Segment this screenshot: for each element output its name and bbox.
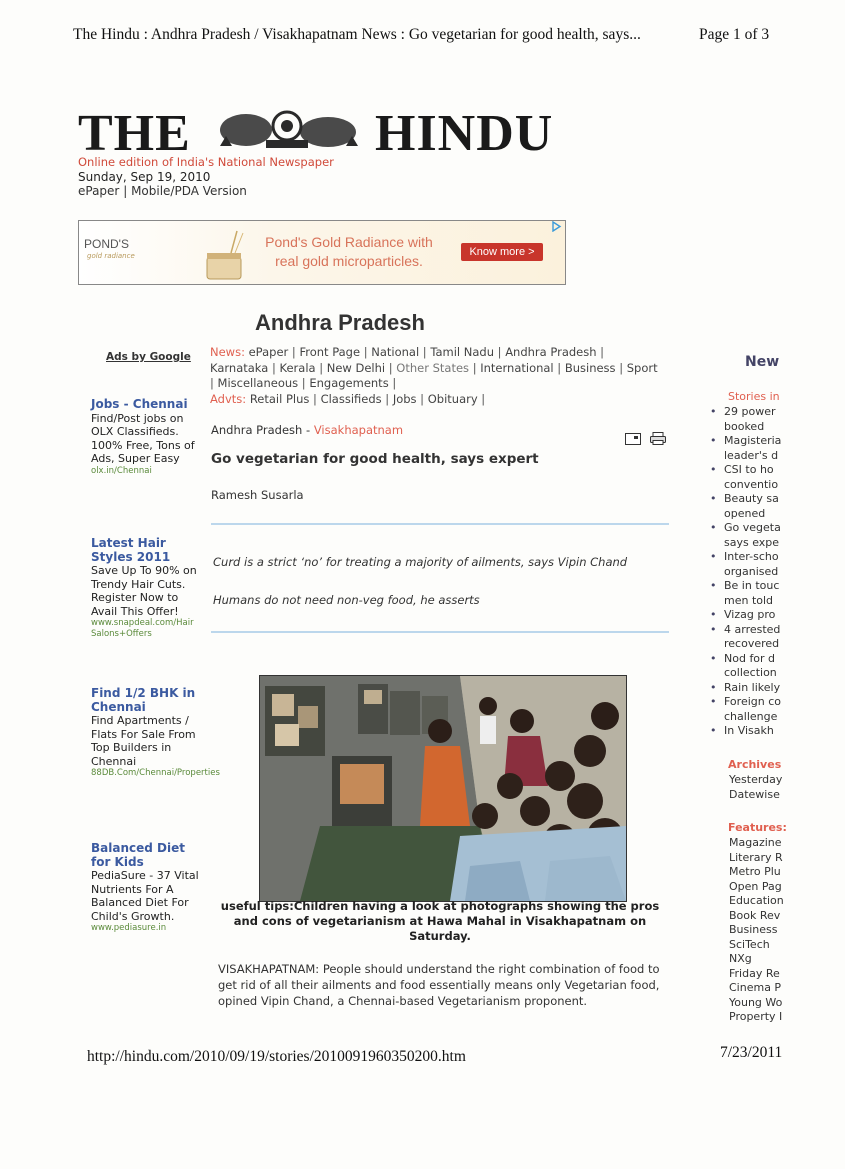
story-item[interactable]: • Foreign co challenge [708,695,788,724]
side-ad-body: Save Up To 90% on Trendy Hair Cuts. Register Now to Avail This Offer! [91,564,197,618]
ad-know-more-button[interactable]: Know more > [461,243,543,261]
stories-heading: Stories in [728,390,780,403]
side-ad-url[interactable]: 88DB.Com/Chennai/Properties [91,768,220,778]
nav-item-new-delhi[interactable]: New Delhi [326,360,386,375]
story-item[interactable]: • Be in touc men told [708,579,788,608]
breadcrumb-state[interactable]: Andhra Pradesh [211,423,303,437]
feature-link[interactable]: SciTech [729,937,770,951]
nav-item-jobs[interactable]: Jobs [392,391,417,406]
epaper-link[interactable]: ePaper [78,184,120,198]
features-heading: Features: [728,821,787,834]
feature-link[interactable]: Metro Plu [729,865,781,878]
nav-item-business[interactable]: Business [564,360,616,375]
feature-link[interactable]: NXg [729,952,752,965]
footer-date: 7/23/2011 [720,1044,783,1061]
feature-link[interactable]: Business [729,923,778,936]
right-col-heading: New [745,354,780,370]
print-icon[interactable] [650,432,666,445]
adchoices-icon[interactable] [551,221,562,232]
feature-link[interactable]: Friday Re [729,966,780,980]
masthead-emblem-logo [206,106,368,154]
print-header-title: The Hindu : Andhra Pradesh / Visakhapatnam News : Go vegetarian for good health, says... [73,26,641,43]
nav-item-tamil-nadu[interactable]: Tamil Nadu [430,345,494,359]
story-item[interactable]: • Rain likely [708,681,788,696]
divider [211,631,669,633]
feature-link[interactable]: Literary R [729,850,783,864]
nav-item-national[interactable]: National [371,345,420,359]
feature-link[interactable]: Property I [729,1010,783,1023]
edition-date: Sunday, Sep 19, 2010 [78,170,211,184]
side-ad-title[interactable]: Balanced Diet for Kids [91,841,185,869]
breadcrumb-separator: - [302,423,314,437]
ad-copy-line2: real gold microparticles. [275,253,423,269]
ad-brand: POND'S [84,237,129,251]
story-item[interactable]: • 4 arrested recovered [708,623,788,652]
print-page-number: Page 1 of 3 [699,26,770,43]
story-item[interactable]: • 29 power booked [708,405,788,434]
nav-item-epaper[interactable]: ePaper [248,345,289,359]
article-tools [625,430,666,449]
nav-item-classifieds[interactable]: Classifieds [320,391,382,406]
nav-item-kerala[interactable]: Kerala [279,360,316,375]
story-item[interactable]: • Inter-scho organised [708,550,788,579]
masthead-the: THE [78,105,191,162]
side-ad-body: Find/Post jobs on OLX Classifieds. 100% Free, Tons of Ads, Super Easy [91,411,195,465]
nav-item-obituary[interactable]: Obituary [427,391,478,406]
feature-link[interactable]: Open Pag [729,879,782,893]
story-item[interactable]: • Vizag pro [708,608,788,623]
nav-item-andhra-pradesh[interactable]: Andhra Pradesh [505,345,597,359]
email-icon[interactable] [625,433,641,445]
side-ad-title[interactable]: Jobs - Chennai [91,397,188,411]
features-list [729,836,787,1025]
ad-copy [249,233,449,271]
side-ad-diet[interactable] [91,842,206,934]
nav-item-other-states[interactable]: Other States [396,360,470,375]
archive-link[interactable]: Yesterday [729,773,783,786]
nav-item-karnataka[interactable]: Karnataka [210,360,269,375]
nav-advts-label: Advts: [210,391,247,406]
side-ad-bhk[interactable] [91,686,220,779]
side-ad-jobs[interactable] [91,398,206,477]
ad-copy-line1: Pond's Gold Radiance with [265,234,433,250]
nav-item-sport[interactable]: Sport [626,360,658,375]
side-ad-body: PediaSure - 37 Vital Nutrients For A Balanced Diet For Child's Growth. [91,869,199,923]
side-ad-body: Find Apartments / Flats For Sale From Top Builders in Chennai [91,714,196,768]
archives-list [729,773,787,802]
side-ad-url[interactable]: olx.in/Chennai [91,465,152,476]
side-ad-url[interactable]: www.snapdeal.com/Hair Salons+Offers [91,618,194,639]
article-byline: Ramesh Susarla [211,488,304,502]
nav-item-retail-plus[interactable]: Retail Plus [249,391,310,406]
archives-heading: Archives [728,758,782,771]
footer-url: http://hindu.com/2010/09/19/stories/2010091960350200.htm [87,1048,466,1065]
side-ad-url[interactable]: www.pediasure.in [91,923,167,933]
story-item[interactable]: • CSI to ho conventio [708,463,788,492]
photo-caption: useful tips:Children having a look at photographs showing the pros and cons of vegetarianism at Hawa Mahal in Visakhapatnam on Saturday. [220,899,660,943]
nav-item-international[interactable]: International [480,360,554,375]
archive-link[interactable]: Datewise [729,787,780,801]
nav-news-label: News: [210,345,245,359]
section-nav: News: ePaper | Front Page | National | Tamil Nadu | Andhra Pradesh | Karnataka | Kerala | New Delhi | Other States | International | Business | Sport | Miscellaneous | Engagements | Advts: Retail Plus | Classifieds | Jobs | Obituary | [210,345,658,406]
feature-link[interactable]: Magazine [729,836,782,849]
photo-scene [260,676,626,901]
stories-list [708,405,788,739]
feature-link[interactable]: Cinema P [729,981,782,994]
story-item[interactable]: • Magisteria leader's d [708,434,788,463]
feature-link[interactable]: Book Rev [729,908,781,922]
edition-links: ePaper | Mobile/PDA Version [78,184,247,198]
side-ad-hair[interactable] [91,537,206,640]
ads-by-google-label[interactable]: Ads by Google [106,351,191,363]
banner-ad[interactable] [78,220,566,285]
side-ad-title[interactable]: Latest Hair Styles 2011 [91,536,171,564]
side-ad-title[interactable]: Find 1/2 BHK in Chennai [91,686,196,714]
story-item[interactable]: • Beauty sa opened [708,492,788,521]
nav-item-miscellaneous[interactable]: Miscellaneous [217,376,299,390]
story-item[interactable]: • In Visakh [708,724,788,739]
feature-link[interactable]: Young Wo [729,995,783,1009]
breadcrumb-city[interactable]: Visakhapatnam [313,423,404,437]
nav-item-front-page[interactable]: Front Page [299,345,361,359]
breadcrumb [211,423,403,437]
section-title: Andhra Pradesh [255,310,425,335]
divider [211,523,669,525]
article-highlight: Curd is a strict ‘no’ for treating a majority of ailments, says Vipin Chand [213,555,628,569]
article-body: VISAKHAPATNAM: People should understand the right combination of food to get rid of all their ailments and food essentially means only Vegetarian food, opined Vipin Chand, a Chennai-based Vegetarianism proponent. [218,962,660,1008]
masthead-tagline: Online edition of India's National Newspaper [78,155,334,169]
ad-brand-sub: gold radiance [87,252,135,260]
story-item[interactable]: • Nod for d collection [708,652,788,681]
article-photo [259,675,627,902]
mobile-version-link[interactable]: Mobile/PDA Version [131,184,247,198]
story-item[interactable]: • Go vegeta says expe [708,521,788,550]
masthead-hindu: HINDU [375,105,554,162]
feature-link[interactable]: Education [729,894,784,907]
nav-item-engagements[interactable]: Engagements [309,376,389,390]
article-highlight: Humans do not need non-veg food, he asserts [213,593,480,607]
article-headline: Go vegetarian for good health, says expert [211,451,539,467]
